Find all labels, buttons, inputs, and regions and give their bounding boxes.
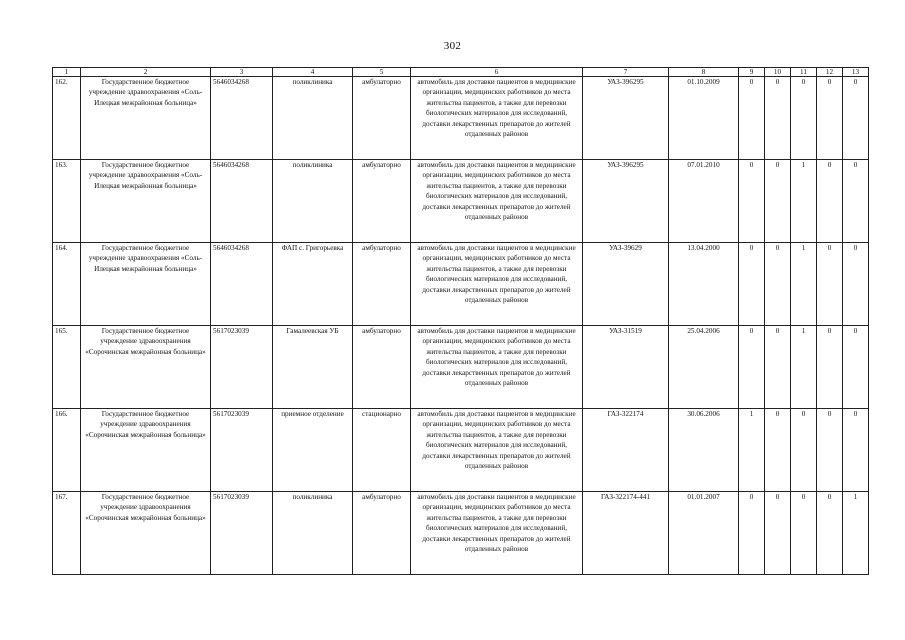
department: поликлиника: [273, 492, 353, 575]
flag-cell: 0: [739, 492, 765, 575]
flag-cell: 0: [765, 77, 791, 160]
page-number: 302: [443, 40, 462, 52]
care-type: амбулаторно: [353, 492, 411, 575]
row-number: 162.: [53, 77, 81, 160]
inn-code: 5617023039: [211, 409, 273, 492]
flag-cell: 0: [843, 243, 869, 326]
organization-name: Государственное бюджетное учреждение здравоохранения «Соль-Илецкая межрайонная больница»: [81, 243, 211, 326]
vehicle-purpose: автомобиль для доставки пациентов в медицинские организации, медицинских работников до места жительства пациентов, а также для перевозки биологических материалов для исследований, доставки лекарственных препаратов до жителей отдаленных районов: [411, 326, 583, 409]
flag-cell: 0: [817, 326, 843, 409]
inn-code: 5646034268: [211, 243, 273, 326]
flag-cell: 0: [817, 160, 843, 243]
column-header: 12: [817, 68, 843, 77]
column-header: 10: [765, 68, 791, 77]
vehicle-register-table: [52, 67, 869, 575]
vehicle-purpose: автомобиль для доставки пациентов в медицинские организации, медицинских работников до места жительства пациентов, а также для перевозки биологических материалов для исследований, доставки лекарственных препаратов до жителей отдаленных районов: [411, 243, 583, 326]
column-header: 5: [353, 68, 411, 77]
column-header: 9: [739, 68, 765, 77]
row-number: 165.: [53, 326, 81, 409]
flag-cell: 0: [739, 243, 765, 326]
flag-cell: 1: [791, 326, 817, 409]
issue-date: 30.06.2006: [669, 409, 739, 492]
vehicle-model: ГАЗ-322174: [583, 409, 669, 492]
care-type: амбулаторно: [353, 160, 411, 243]
care-type: амбулаторно: [353, 326, 411, 409]
column-header: 2: [81, 68, 211, 77]
department: ФАП с. Григорьевка: [273, 243, 353, 326]
issue-date: 07.01.2010: [669, 160, 739, 243]
organization-name: Государственное бюджетное учреждение здравоохранения «Соль-Илецкая межрайонная больница»: [81, 77, 211, 160]
flag-cell: 0: [765, 409, 791, 492]
department: Гамалеевская УБ: [273, 326, 353, 409]
table-row: [53, 492, 869, 575]
column-header: 11: [791, 68, 817, 77]
flag-cell: 1: [739, 409, 765, 492]
column-header: 3: [211, 68, 273, 77]
vehicle-model: УАЗ-396295: [583, 77, 669, 160]
flag-cell: 0: [843, 160, 869, 243]
flag-cell: 0: [843, 77, 869, 160]
vehicle-model: УАЗ-39629: [583, 243, 669, 326]
care-type: амбулаторно: [353, 77, 411, 160]
flag-cell: 0: [817, 243, 843, 326]
table-row: [53, 409, 869, 492]
column-header: 7: [583, 68, 669, 77]
issue-date: 25.04.2006: [669, 326, 739, 409]
flag-cell: 0: [843, 409, 869, 492]
care-type: стационарно: [353, 409, 411, 492]
table-row: [53, 326, 869, 409]
flag-cell: 0: [817, 77, 843, 160]
column-header: 4: [273, 68, 353, 77]
department: приемное отделение: [273, 409, 353, 492]
flag-cell: 0: [739, 77, 765, 160]
vehicle-purpose: автомобиль для доставки пациентов в медицинские организации, медицинских работников до места жительства пациентов, а также для перевозки биологических материалов для исследований, доставки лекарственных препаратов до жителей отдаленных районов: [411, 409, 583, 492]
inn-code: 5617023039: [211, 326, 273, 409]
column-header: 13: [843, 68, 869, 77]
flag-cell: 1: [843, 492, 869, 575]
vehicle-model: УАЗ-31519: [583, 326, 669, 409]
flag-cell: 0: [765, 492, 791, 575]
flag-cell: 0: [765, 243, 791, 326]
issue-date: 01.10.2009: [669, 77, 739, 160]
inn-code: 5646034268: [211, 160, 273, 243]
flag-cell: 0: [791, 409, 817, 492]
column-number-row: [53, 68, 869, 77]
vehicle-purpose: автомобиль для доставки пациентов в медицинские организации, медицинских работников до места жительства пациентов, а также для перевозки биологических материалов для исследований, доставки лекарственных препаратов до жителей отдаленных районов: [411, 492, 583, 575]
inn-code: 5617023039: [211, 492, 273, 575]
flag-cell: 0: [817, 492, 843, 575]
care-type: амбулаторно: [353, 243, 411, 326]
flag-cell: 0: [791, 492, 817, 575]
issue-date: 01.01.2007: [669, 492, 739, 575]
flag-cell: 0: [791, 77, 817, 160]
department: поликлиника: [273, 160, 353, 243]
organization-name: Государственное бюджетное учреждение здравоохранения «Соль-Илецкая межрайонная больница»: [81, 160, 211, 243]
table-row: [53, 160, 869, 243]
organization-name: Государственное бюджетное учреждение здравоохранения «Сорочинская межрайонная больница»: [81, 326, 211, 409]
vehicle-purpose: автомобиль для доставки пациентов в медицинские организации, медицинских работников до места жительства пациентов, а также для перевозки биологических материалов для исследований, доставки лекарственных препаратов до жителей отдаленных районов: [411, 160, 583, 243]
inn-code: 5646034268: [211, 77, 273, 160]
flag-cell: 0: [843, 326, 869, 409]
flag-cell: 0: [739, 160, 765, 243]
issue-date: 13.04.2000: [669, 243, 739, 326]
column-header: 1: [53, 68, 81, 77]
vehicle-purpose: автомобиль для доставки пациентов в медицинские организации, медицинских работников до места жительства пациентов, а также для перевозки биологических материалов для исследований, доставки лекарственных препаратов до жителей отдаленных районов: [411, 77, 583, 160]
flag-cell: 0: [765, 326, 791, 409]
organization-name: Государственное бюджетное учреждение здравоохранения «Сорочинская межрайонная больница»: [81, 409, 211, 492]
row-number: 163.: [53, 160, 81, 243]
vehicle-model: УАЗ-396295: [583, 160, 669, 243]
department: поликлиника: [273, 77, 353, 160]
row-number: 167.: [53, 492, 81, 575]
row-number: 164.: [53, 243, 81, 326]
flag-cell: 1: [791, 243, 817, 326]
column-header: 6: [411, 68, 583, 77]
flag-cell: 0: [817, 409, 843, 492]
column-header: 8: [669, 68, 739, 77]
flag-cell: 0: [765, 160, 791, 243]
table-row: [53, 243, 869, 326]
table-row: [53, 77, 869, 160]
vehicle-model: ГАЗ-322174-441: [583, 492, 669, 575]
flag-cell: 0: [739, 326, 765, 409]
row-number: 166.: [53, 409, 81, 492]
organization-name: Государственное бюджетное учреждение здравоохранения «Сорочинская межрайонная больница»: [81, 492, 211, 575]
flag-cell: 1: [791, 160, 817, 243]
